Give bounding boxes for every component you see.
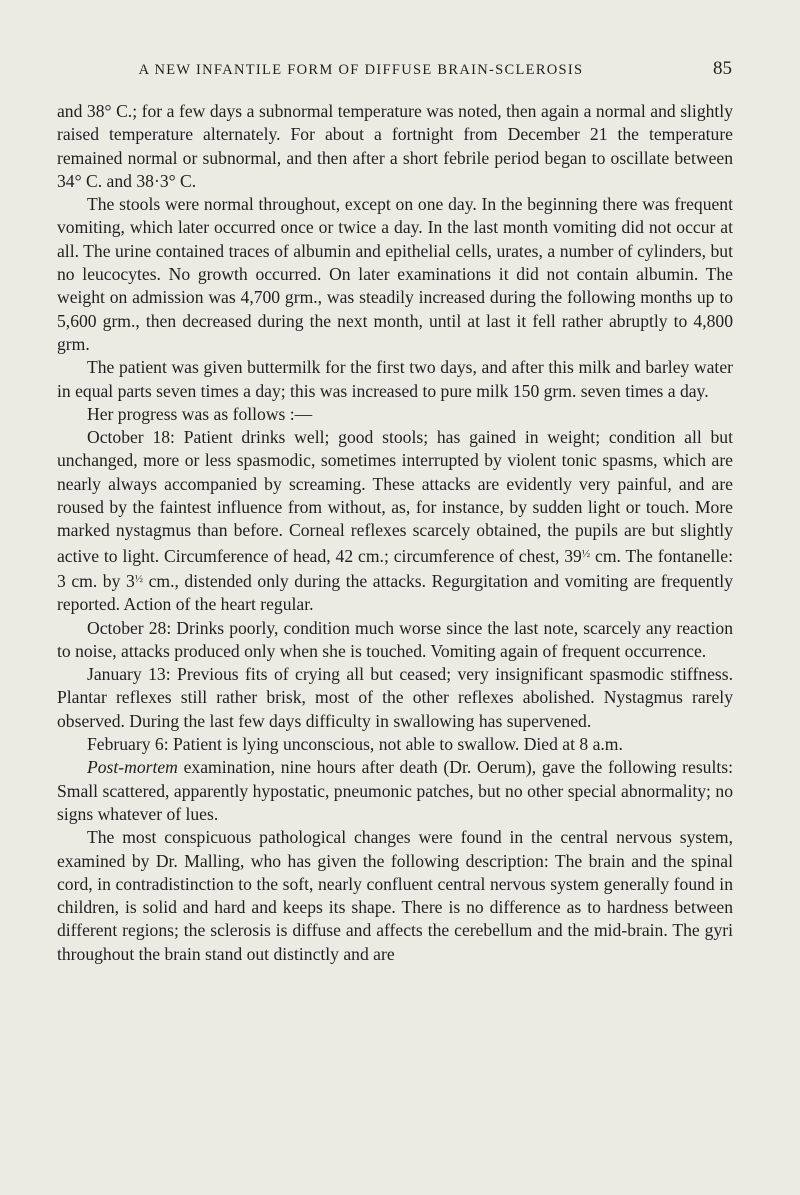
paragraph-diet: The patient was given buttermilk for the first two days, and after this milk and barley water in equal parts seven times a day; this was increased to pure milk 150 grm. seven times a day. (57, 357, 733, 401)
page-number: 85 (713, 58, 732, 79)
paragraph-pathology: The most conspicuous pathological changes were found in the central nervous system, examined by Dr. Malling, who has given the following description: The brain and the spinal cord, in contradistinction to the soft, nearly confluent central nervous system generally found in children, is solid and hard and keeps its shape. There is no difference as to hardness between different regions; the sclerosis is diffuse and affects the cerebellum and the mid-brain. The gyri throughout the brain stand out distinctly and are (57, 827, 733, 964)
paragraph-october-18 (57, 426, 733, 616)
fraction-half: ½ (581, 547, 591, 560)
page-header (60, 58, 732, 82)
paragraph-post-mortem (57, 756, 733, 826)
paragraph-october-28: October 28: Drinks poorly, condition much worse since the last note, scarcely any reaction to noise, attacks produced only when she is touched. Vomiting again of frequent occurrence. (57, 617, 733, 661)
post-mortem-text: examination, nine hours after death (Dr. Oerum), gave the following results: Small scattered, apparently hypostatic, pneumonic patches, but no other special abnormality; no signs whatever of lues. (57, 757, 733, 824)
oct18-text-c: cm., distended only during the attacks. Regurgitation and vomiting are frequently reported. Action of the heart regular. (57, 570, 733, 615)
oct18-text-b: cm. The fontanelle: 3 cm. by 3 (57, 545, 733, 591)
paragraph-stools: The stools were normal throughout, except on one day. In the beginning there was frequent vomiting, which later occurred once or twice a day. In the last month vomiting did not occur at all. The urine contained traces of albumin and epithelial cells, urates, a number of cylinders, but no leucocytes. No growth occurred. On later examinations it did not contain albumin. The weight on admission was 4,700 grm., was steadily increased during the following months up to 5,600 grm., then decreased during the next month, until at last it fell rather abruptly to 4,800 grm. (57, 194, 733, 354)
paragraph-temperature: and 38° C.; for a few days a subnormal temperature was noted, then again a normal and slightly raised temperature alternately. For about a fortnight from December 21 the temperature remained normal or subnormal, and then after a short febrile period began to oscillate between 34° C. and 38·3° C. (57, 101, 733, 191)
oct18-text-a: October 18: Patient drinks well; good stools; has gained in weight; condition all but unchanged, more or less spasmodic, sometimes interrupted by violent tonic spasms, which are nearly always accompanied by screaming. These attacks are evidently very painful, and are roused by the faintest influence from without, as, for instance, by sudden light or touch. More marked nystagmus than before. Corneal reflexes scarcely obtained, the pupils are but slightly active to light. Circumference of head, 42 cm.; circumference of chest, 39 (57, 427, 733, 566)
paragraph-progress-intro: Her progress was as follows :— (87, 403, 313, 424)
fraction-half: ½ (134, 572, 144, 585)
paragraph-february-6: February 6: Patient is lying unconscious, not able to swallow. Died at 8 a.m. (87, 734, 623, 755)
running-title: A NEW INFANTILE FORM OF DIFFUSE BRAIN-SCLEROSIS (138, 62, 584, 78)
paragraph-january-13: January 13: Previous fits of crying all but ceased; very insignificant spasmodic stiffness. Plantar reflexes still rather brisk, most of the other reflexes abolished. Nystagmus rarely observed. During the last few days difficulty in swallowing has supervened. (57, 664, 733, 731)
post-mortem-italic: Post-mortem (87, 757, 178, 778)
body-text (57, 100, 733, 966)
